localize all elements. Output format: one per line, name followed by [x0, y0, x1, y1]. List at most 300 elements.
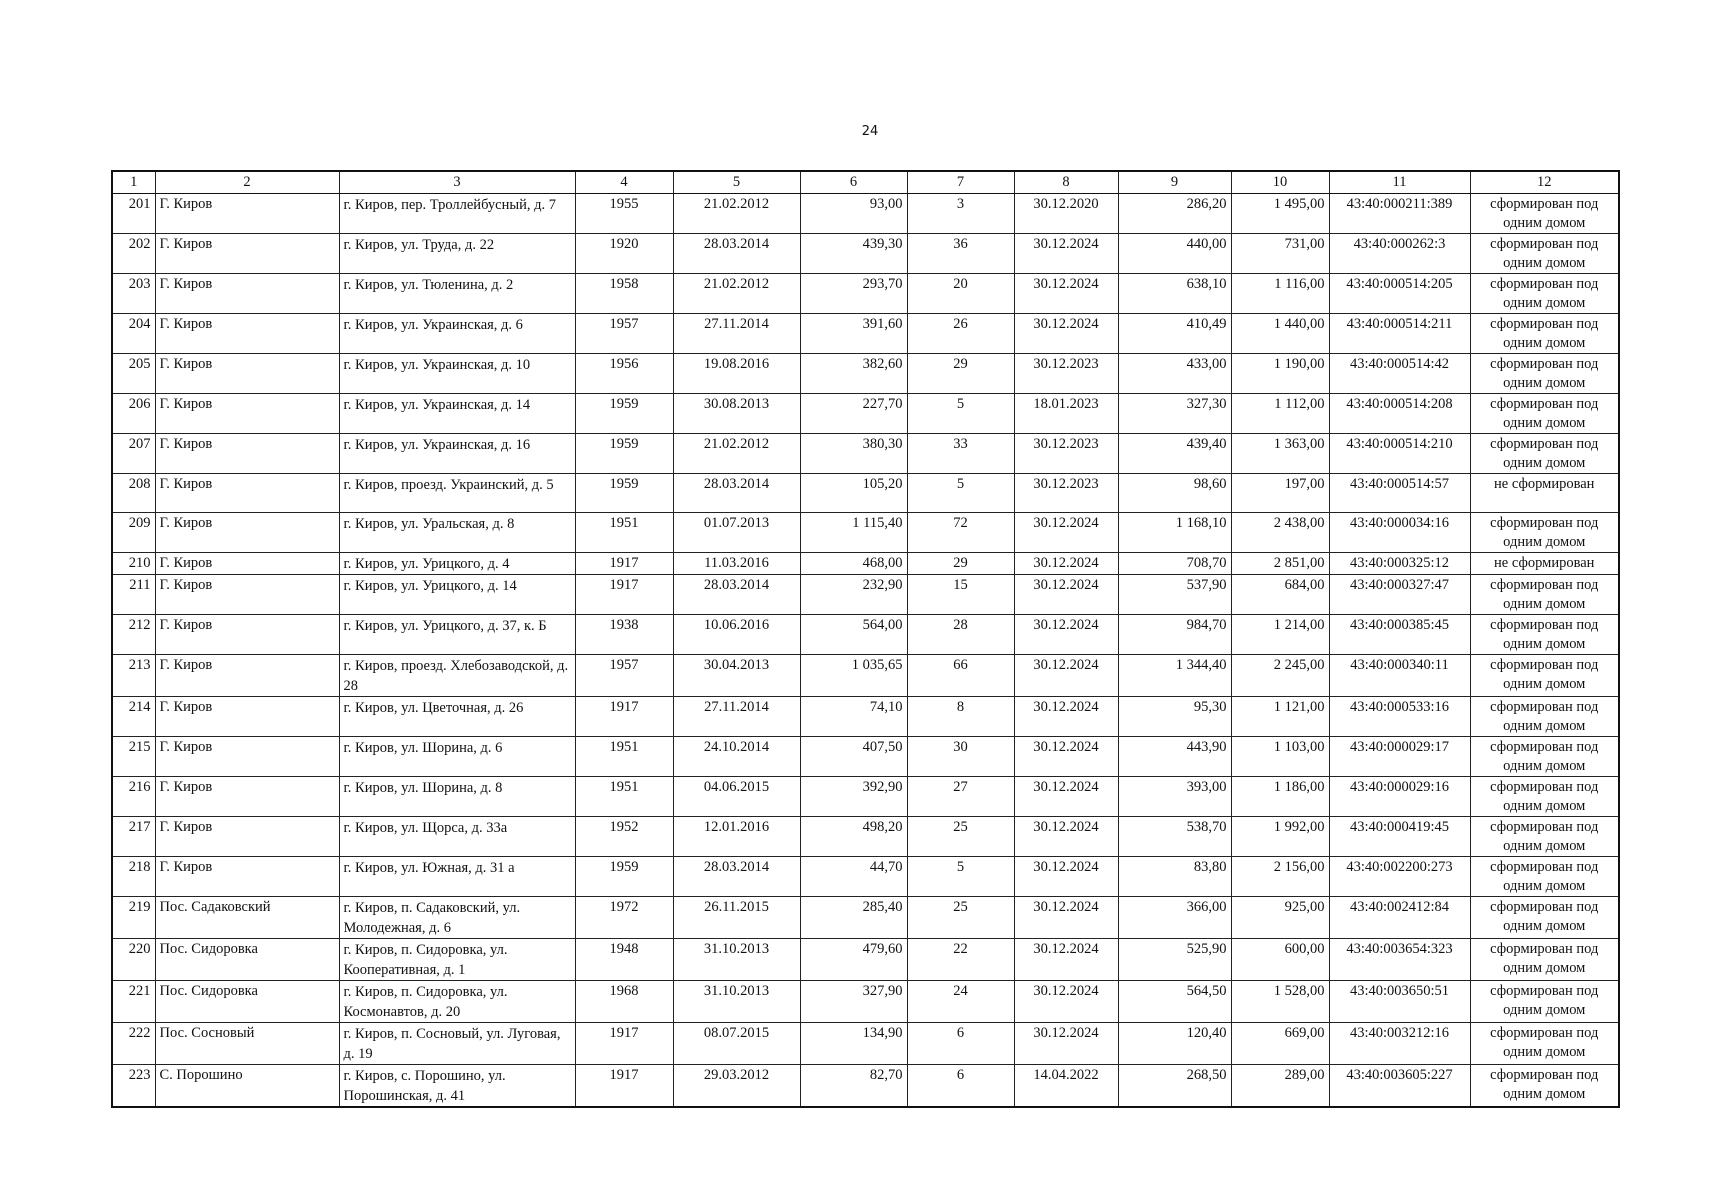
housing-registry-table: [111, 170, 1620, 1108]
deadline-cell: 30.12.2024: [1014, 697, 1118, 737]
year-cell: 1917: [575, 1023, 673, 1065]
column-header-1: 1: [112, 171, 155, 194]
residents-cell: 33: [907, 434, 1014, 474]
settlement-cell: Г. Киров: [155, 575, 339, 615]
address-cell: г. Киров, ул. Щорса, д. 33а: [339, 817, 575, 857]
row-number: 216: [112, 777, 155, 817]
residents-cell: 26: [907, 314, 1014, 354]
address-cell: г. Киров, пер. Троллейбусный, д. 7: [339, 194, 575, 234]
land-status-cell: сформирован под одним домом: [1470, 615, 1619, 655]
land-status-cell: сформирован под одним домом: [1470, 575, 1619, 615]
year-cell: 1957: [575, 655, 673, 697]
address-cell: г. Киров, ул. Цветочная, д. 26: [339, 697, 575, 737]
date-cell: 10.06.2016: [673, 615, 800, 655]
settlement-cell: Г. Киров: [155, 553, 339, 575]
year-cell: 1951: [575, 777, 673, 817]
area-cell: 227,70: [800, 394, 907, 434]
table-row: [112, 194, 1619, 234]
settlement-cell: С. Порошино: [155, 1065, 339, 1108]
date-cell: 01.07.2013: [673, 513, 800, 553]
area-cell: 93,00: [800, 194, 907, 234]
address-cell: г. Киров, ул. Украинская, д. 6: [339, 314, 575, 354]
value-9-cell: 537,90: [1118, 575, 1231, 615]
deadline-cell: 30.12.2024: [1014, 615, 1118, 655]
address-cell: г. Киров, ул. Южная, д. 31 а: [339, 857, 575, 897]
column-header-10: 10: [1231, 171, 1329, 194]
value-10-cell: 925,00: [1231, 897, 1329, 939]
address-cell: г. Киров, п. Садаковский, ул. Молодежная, д. 6: [339, 897, 575, 939]
table-row: [112, 939, 1619, 981]
deadline-cell: 30.12.2024: [1014, 234, 1118, 274]
residents-cell: 24: [907, 981, 1014, 1023]
area-cell: 564,00: [800, 615, 907, 655]
year-cell: 1968: [575, 981, 673, 1023]
table-row: [112, 697, 1619, 737]
deadline-cell: 30.12.2024: [1014, 737, 1118, 777]
settlement-cell: Г. Киров: [155, 817, 339, 857]
value-9-cell: 327,30: [1118, 394, 1231, 434]
row-number: 203: [112, 274, 155, 314]
address-cell: г. Киров, ул. Уральская, д. 8: [339, 513, 575, 553]
row-number: 214: [112, 697, 155, 737]
cadastral-number-cell: 43:40:000029:17: [1329, 737, 1470, 777]
residents-cell: 29: [907, 553, 1014, 575]
settlement-cell: Г. Киров: [155, 194, 339, 234]
deadline-cell: 30.12.2024: [1014, 314, 1118, 354]
table-row: [112, 777, 1619, 817]
deadline-cell: 30.12.2024: [1014, 575, 1118, 615]
year-cell: 1917: [575, 575, 673, 615]
column-header-7: 7: [907, 171, 1014, 194]
year-cell: 1957: [575, 314, 673, 354]
address-cell: г. Киров, п. Сидоровка, ул. Космонавтов, д. 20: [339, 981, 575, 1023]
settlement-cell: Г. Киров: [155, 615, 339, 655]
address-cell: г. Киров, ул. Урицкого, д. 4: [339, 553, 575, 575]
year-cell: 1959: [575, 434, 673, 474]
residents-cell: 15: [907, 575, 1014, 615]
table-row: [112, 274, 1619, 314]
year-cell: 1938: [575, 615, 673, 655]
area-cell: 407,50: [800, 737, 907, 777]
cadastral-number-cell: 43:40:000034:16: [1329, 513, 1470, 553]
deadline-cell: 14.04.2022: [1014, 1065, 1118, 1108]
date-cell: 19.08.2016: [673, 354, 800, 394]
value-9-cell: 366,00: [1118, 897, 1231, 939]
land-status-cell: сформирован под одним домом: [1470, 434, 1619, 474]
value-10-cell: 1 121,00: [1231, 697, 1329, 737]
deadline-cell: 30.12.2024: [1014, 981, 1118, 1023]
column-number-row: [112, 171, 1619, 194]
year-cell: 1917: [575, 553, 673, 575]
column-header-8: 8: [1014, 171, 1118, 194]
value-9-cell: 564,50: [1118, 981, 1231, 1023]
column-header-5: 5: [673, 171, 800, 194]
value-9-cell: 393,00: [1118, 777, 1231, 817]
address-cell: г. Киров, ул. Урицкого, д. 14: [339, 575, 575, 615]
residents-cell: 3: [907, 194, 1014, 234]
settlement-cell: Г. Киров: [155, 697, 339, 737]
year-cell: 1951: [575, 513, 673, 553]
value-9-cell: 984,70: [1118, 615, 1231, 655]
value-9-cell: 268,50: [1118, 1065, 1231, 1108]
area-cell: 1 035,65: [800, 655, 907, 697]
value-10-cell: 669,00: [1231, 1023, 1329, 1065]
row-number: 205: [112, 354, 155, 394]
row-number: 201: [112, 194, 155, 234]
residents-cell: 27: [907, 777, 1014, 817]
residents-cell: 66: [907, 655, 1014, 697]
row-number: 221: [112, 981, 155, 1023]
year-cell: 1917: [575, 697, 673, 737]
settlement-cell: Пос. Сидоровка: [155, 981, 339, 1023]
column-header-6: 6: [800, 171, 907, 194]
value-10-cell: 1 214,00: [1231, 615, 1329, 655]
settlement-cell: Пос. Сосновый: [155, 1023, 339, 1065]
land-status-cell: сформирован под одним домом: [1470, 274, 1619, 314]
area-cell: 479,60: [800, 939, 907, 981]
land-status-cell: сформирован под одним домом: [1470, 354, 1619, 394]
value-10-cell: 289,00: [1231, 1065, 1329, 1108]
row-number: 217: [112, 817, 155, 857]
cadastral-number-cell: 43:40:003650:51: [1329, 981, 1470, 1023]
row-number: 223: [112, 1065, 155, 1108]
land-status-cell: сформирован под одним домом: [1470, 1065, 1619, 1108]
row-number: 219: [112, 897, 155, 939]
year-cell: 1951: [575, 737, 673, 777]
deadline-cell: 30.12.2023: [1014, 474, 1118, 513]
land-status-cell: сформирован под одним домом: [1470, 234, 1619, 274]
value-10-cell: 1 103,00: [1231, 737, 1329, 777]
year-cell: 1972: [575, 897, 673, 939]
table-row: [112, 234, 1619, 274]
value-10-cell: 1 363,00: [1231, 434, 1329, 474]
land-status-cell: сформирован под одним домом: [1470, 817, 1619, 857]
table-row: [112, 354, 1619, 394]
settlement-cell: Г. Киров: [155, 234, 339, 274]
table-row: [112, 897, 1619, 939]
residents-cell: 5: [907, 474, 1014, 513]
settlement-cell: Г. Киров: [155, 474, 339, 513]
table-row: [112, 1065, 1619, 1108]
year-cell: 1956: [575, 354, 673, 394]
year-cell: 1959: [575, 474, 673, 513]
value-9-cell: 433,00: [1118, 354, 1231, 394]
value-9-cell: 120,40: [1118, 1023, 1231, 1065]
column-header-2: 2: [155, 171, 339, 194]
date-cell: 27.11.2014: [673, 697, 800, 737]
table-row: [112, 817, 1619, 857]
date-cell: 21.02.2012: [673, 194, 800, 234]
value-9-cell: 443,90: [1118, 737, 1231, 777]
year-cell: 1959: [575, 857, 673, 897]
value-10-cell: 197,00: [1231, 474, 1329, 513]
value-9-cell: 525,90: [1118, 939, 1231, 981]
row-number: 212: [112, 615, 155, 655]
column-header-11: 11: [1329, 171, 1470, 194]
value-10-cell: 1 186,00: [1231, 777, 1329, 817]
value-10-cell: 684,00: [1231, 575, 1329, 615]
address-cell: г. Киров, с. Порошино, ул. Порошинская, д. 41: [339, 1065, 575, 1108]
table-row: [112, 857, 1619, 897]
land-status-cell: сформирован под одним домом: [1470, 939, 1619, 981]
table-body: [112, 194, 1619, 1108]
land-status-cell: сформирован под одним домом: [1470, 897, 1619, 939]
land-status-cell: сформирован под одним домом: [1470, 981, 1619, 1023]
address-cell: г. Киров, ул. Тюленина, д. 2: [339, 274, 575, 314]
area-cell: 498,20: [800, 817, 907, 857]
table-row: [112, 394, 1619, 434]
row-number: 211: [112, 575, 155, 615]
land-status-cell: не сформирован: [1470, 474, 1619, 513]
settlement-cell: Г. Киров: [155, 314, 339, 354]
date-cell: 21.02.2012: [673, 434, 800, 474]
area-cell: 380,30: [800, 434, 907, 474]
row-number: 210: [112, 553, 155, 575]
deadline-cell: 30.12.2024: [1014, 817, 1118, 857]
land-status-cell: сформирован под одним домом: [1470, 857, 1619, 897]
value-9-cell: 708,70: [1118, 553, 1231, 575]
area-cell: 105,20: [800, 474, 907, 513]
table-row: [112, 655, 1619, 697]
date-cell: 08.07.2015: [673, 1023, 800, 1065]
residents-cell: 25: [907, 817, 1014, 857]
date-cell: 30.08.2013: [673, 394, 800, 434]
deadline-cell: 30.12.2023: [1014, 434, 1118, 474]
value-10-cell: 1 495,00: [1231, 194, 1329, 234]
date-cell: 11.03.2016: [673, 553, 800, 575]
date-cell: 28.03.2014: [673, 575, 800, 615]
cadastral-number-cell: 43:40:000385:45: [1329, 615, 1470, 655]
area-cell: 232,90: [800, 575, 907, 615]
year-cell: 1920: [575, 234, 673, 274]
land-status-cell: сформирован под одним домом: [1470, 194, 1619, 234]
settlement-cell: Г. Киров: [155, 354, 339, 394]
date-cell: 28.03.2014: [673, 857, 800, 897]
table-row: [112, 1023, 1619, 1065]
area-cell: 327,90: [800, 981, 907, 1023]
date-cell: 29.03.2012: [673, 1065, 800, 1108]
row-number: 220: [112, 939, 155, 981]
table-row: [112, 314, 1619, 354]
settlement-cell: Г. Киров: [155, 434, 339, 474]
table-row: [112, 615, 1619, 655]
address-cell: г. Киров, п. Сидоровка, ул. Кооперативная, д. 1: [339, 939, 575, 981]
deadline-cell: 30.12.2024: [1014, 655, 1118, 697]
table-header: [112, 171, 1619, 194]
row-number: 208: [112, 474, 155, 513]
value-9-cell: 410,49: [1118, 314, 1231, 354]
column-header-9: 9: [1118, 171, 1231, 194]
value-10-cell: 1 528,00: [1231, 981, 1329, 1023]
value-9-cell: 98,60: [1118, 474, 1231, 513]
value-10-cell: 2 851,00: [1231, 553, 1329, 575]
cadastral-number-cell: 43:40:000514:205: [1329, 274, 1470, 314]
cadastral-number-cell: 43:40:000327:47: [1329, 575, 1470, 615]
row-number: 202: [112, 234, 155, 274]
land-status-cell: сформирован под одним домом: [1470, 777, 1619, 817]
residents-cell: 20: [907, 274, 1014, 314]
page-number: 24: [861, 124, 879, 139]
cadastral-number-cell: 43:40:000325:12: [1329, 553, 1470, 575]
year-cell: 1917: [575, 1065, 673, 1108]
column-header-3: 3: [339, 171, 575, 194]
date-cell: 31.10.2013: [673, 981, 800, 1023]
table-row: [112, 474, 1619, 513]
area-cell: 44,70: [800, 857, 907, 897]
settlement-cell: Г. Киров: [155, 394, 339, 434]
date-cell: 26.11.2015: [673, 897, 800, 939]
address-cell: г. Киров, проезд. Хлебозаводской, д. 28: [339, 655, 575, 697]
area-cell: 392,90: [800, 777, 907, 817]
settlement-cell: Г. Киров: [155, 777, 339, 817]
date-cell: 04.06.2015: [673, 777, 800, 817]
row-number: 218: [112, 857, 155, 897]
deadline-cell: 30.12.2023: [1014, 354, 1118, 394]
deadline-cell: 30.12.2024: [1014, 274, 1118, 314]
cadastral-number-cell: 43:40:000419:45: [1329, 817, 1470, 857]
residents-cell: 29: [907, 354, 1014, 394]
value-9-cell: 538,70: [1118, 817, 1231, 857]
table-row: [112, 737, 1619, 777]
row-number: 209: [112, 513, 155, 553]
settlement-cell: Г. Киров: [155, 857, 339, 897]
area-cell: 1 115,40: [800, 513, 907, 553]
deadline-cell: 30.12.2024: [1014, 939, 1118, 981]
land-status-cell: сформирован под одним домом: [1470, 314, 1619, 354]
table-row: [112, 575, 1619, 615]
cadastral-number-cell: 43:40:002200:273: [1329, 857, 1470, 897]
deadline-cell: 30.12.2024: [1014, 897, 1118, 939]
date-cell: 28.03.2014: [673, 474, 800, 513]
cadastral-number-cell: 43:40:000514:208: [1329, 394, 1470, 434]
land-status-cell: сформирован под одним домом: [1470, 697, 1619, 737]
deadline-cell: 30.12.2020: [1014, 194, 1118, 234]
row-number: 206: [112, 394, 155, 434]
address-cell: г. Киров, ул. Украинская, д. 14: [339, 394, 575, 434]
value-9-cell: 1 344,40: [1118, 655, 1231, 697]
residents-cell: 5: [907, 394, 1014, 434]
year-cell: 1948: [575, 939, 673, 981]
year-cell: 1959: [575, 394, 673, 434]
cadastral-number-cell: 43:40:000262:3: [1329, 234, 1470, 274]
residents-cell: 30: [907, 737, 1014, 777]
cadastral-number-cell: 43:40:003605:227: [1329, 1065, 1470, 1108]
deadline-cell: 18.01.2023: [1014, 394, 1118, 434]
address-cell: г. Киров, п. Сосновый, ул. Луговая, д. 19: [339, 1023, 575, 1065]
area-cell: 285,40: [800, 897, 907, 939]
value-10-cell: 2 156,00: [1231, 857, 1329, 897]
cadastral-number-cell: 43:40:002412:84: [1329, 897, 1470, 939]
cadastral-number-cell: 43:40:000514:211: [1329, 314, 1470, 354]
date-cell: 28.03.2014: [673, 234, 800, 274]
cadastral-number-cell: 43:40:000029:16: [1329, 777, 1470, 817]
value-9-cell: 440,00: [1118, 234, 1231, 274]
area-cell: 391,60: [800, 314, 907, 354]
value-10-cell: 1 440,00: [1231, 314, 1329, 354]
settlement-cell: Пос. Садаковский: [155, 897, 339, 939]
cadastral-number-cell: 43:40:000514:57: [1329, 474, 1470, 513]
settlement-cell: Г. Киров: [155, 513, 339, 553]
cadastral-number-cell: 43:40:000340:11: [1329, 655, 1470, 697]
table-row: [112, 981, 1619, 1023]
address-cell: г. Киров, проезд. Украинский, д. 5: [339, 474, 575, 513]
address-cell: г. Киров, ул. Труда, д. 22: [339, 234, 575, 274]
date-cell: 27.11.2014: [673, 314, 800, 354]
land-status-cell: сформирован под одним домом: [1470, 1023, 1619, 1065]
residents-cell: 6: [907, 1023, 1014, 1065]
residents-cell: 72: [907, 513, 1014, 553]
residents-cell: 28: [907, 615, 1014, 655]
date-cell: 24.10.2014: [673, 737, 800, 777]
area-cell: 82,70: [800, 1065, 907, 1108]
value-10-cell: 1 992,00: [1231, 817, 1329, 857]
settlement-cell: Г. Киров: [155, 274, 339, 314]
residents-cell: 36: [907, 234, 1014, 274]
residents-cell: 8: [907, 697, 1014, 737]
area-cell: 439,30: [800, 234, 907, 274]
value-9-cell: 1 168,10: [1118, 513, 1231, 553]
area-cell: 134,90: [800, 1023, 907, 1065]
table-row: [112, 553, 1619, 575]
area-cell: 468,00: [800, 553, 907, 575]
value-10-cell: 731,00: [1231, 234, 1329, 274]
date-cell: 12.01.2016: [673, 817, 800, 857]
column-header-12: 12: [1470, 171, 1619, 194]
value-10-cell: 2 245,00: [1231, 655, 1329, 697]
land-status-cell: сформирован под одним домом: [1470, 737, 1619, 777]
cadastral-number-cell: 43:40:003212:16: [1329, 1023, 1470, 1065]
date-cell: 31.10.2013: [673, 939, 800, 981]
settlement-cell: Пос. Сидоровка: [155, 939, 339, 981]
value-9-cell: 638,10: [1118, 274, 1231, 314]
row-number: 215: [112, 737, 155, 777]
value-10-cell: 1 116,00: [1231, 274, 1329, 314]
value-9-cell: 95,30: [1118, 697, 1231, 737]
area-cell: 74,10: [800, 697, 907, 737]
table-row: [112, 513, 1619, 553]
row-number: 213: [112, 655, 155, 697]
deadline-cell: 30.12.2024: [1014, 777, 1118, 817]
residents-cell: 6: [907, 1065, 1014, 1108]
value-9-cell: 439,40: [1118, 434, 1231, 474]
value-10-cell: 1 112,00: [1231, 394, 1329, 434]
year-cell: 1958: [575, 274, 673, 314]
residents-cell: 25: [907, 897, 1014, 939]
year-cell: 1955: [575, 194, 673, 234]
settlement-cell: Г. Киров: [155, 655, 339, 697]
row-number: 207: [112, 434, 155, 474]
address-cell: г. Киров, ул. Шорина, д. 8: [339, 777, 575, 817]
deadline-cell: 30.12.2024: [1014, 1023, 1118, 1065]
settlement-cell: Г. Киров: [155, 737, 339, 777]
land-status-cell: не сформирован: [1470, 553, 1619, 575]
deadline-cell: 30.12.2024: [1014, 553, 1118, 575]
row-number: 204: [112, 314, 155, 354]
address-cell: г. Киров, ул. Украинская, д. 10: [339, 354, 575, 394]
cadastral-number-cell: 43:40:000514:210: [1329, 434, 1470, 474]
land-status-cell: сформирован под одним домом: [1470, 513, 1619, 553]
date-cell: 21.02.2012: [673, 274, 800, 314]
deadline-cell: 30.12.2024: [1014, 857, 1118, 897]
value-9-cell: 286,20: [1118, 194, 1231, 234]
value-10-cell: 600,00: [1231, 939, 1329, 981]
land-status-cell: сформирован под одним домом: [1470, 394, 1619, 434]
value-10-cell: 2 438,00: [1231, 513, 1329, 553]
value-10-cell: 1 190,00: [1231, 354, 1329, 394]
date-cell: 30.04.2013: [673, 655, 800, 697]
cadastral-number-cell: 43:40:003654:323: [1329, 939, 1470, 981]
address-cell: г. Киров, ул. Шорина, д. 6: [339, 737, 575, 777]
